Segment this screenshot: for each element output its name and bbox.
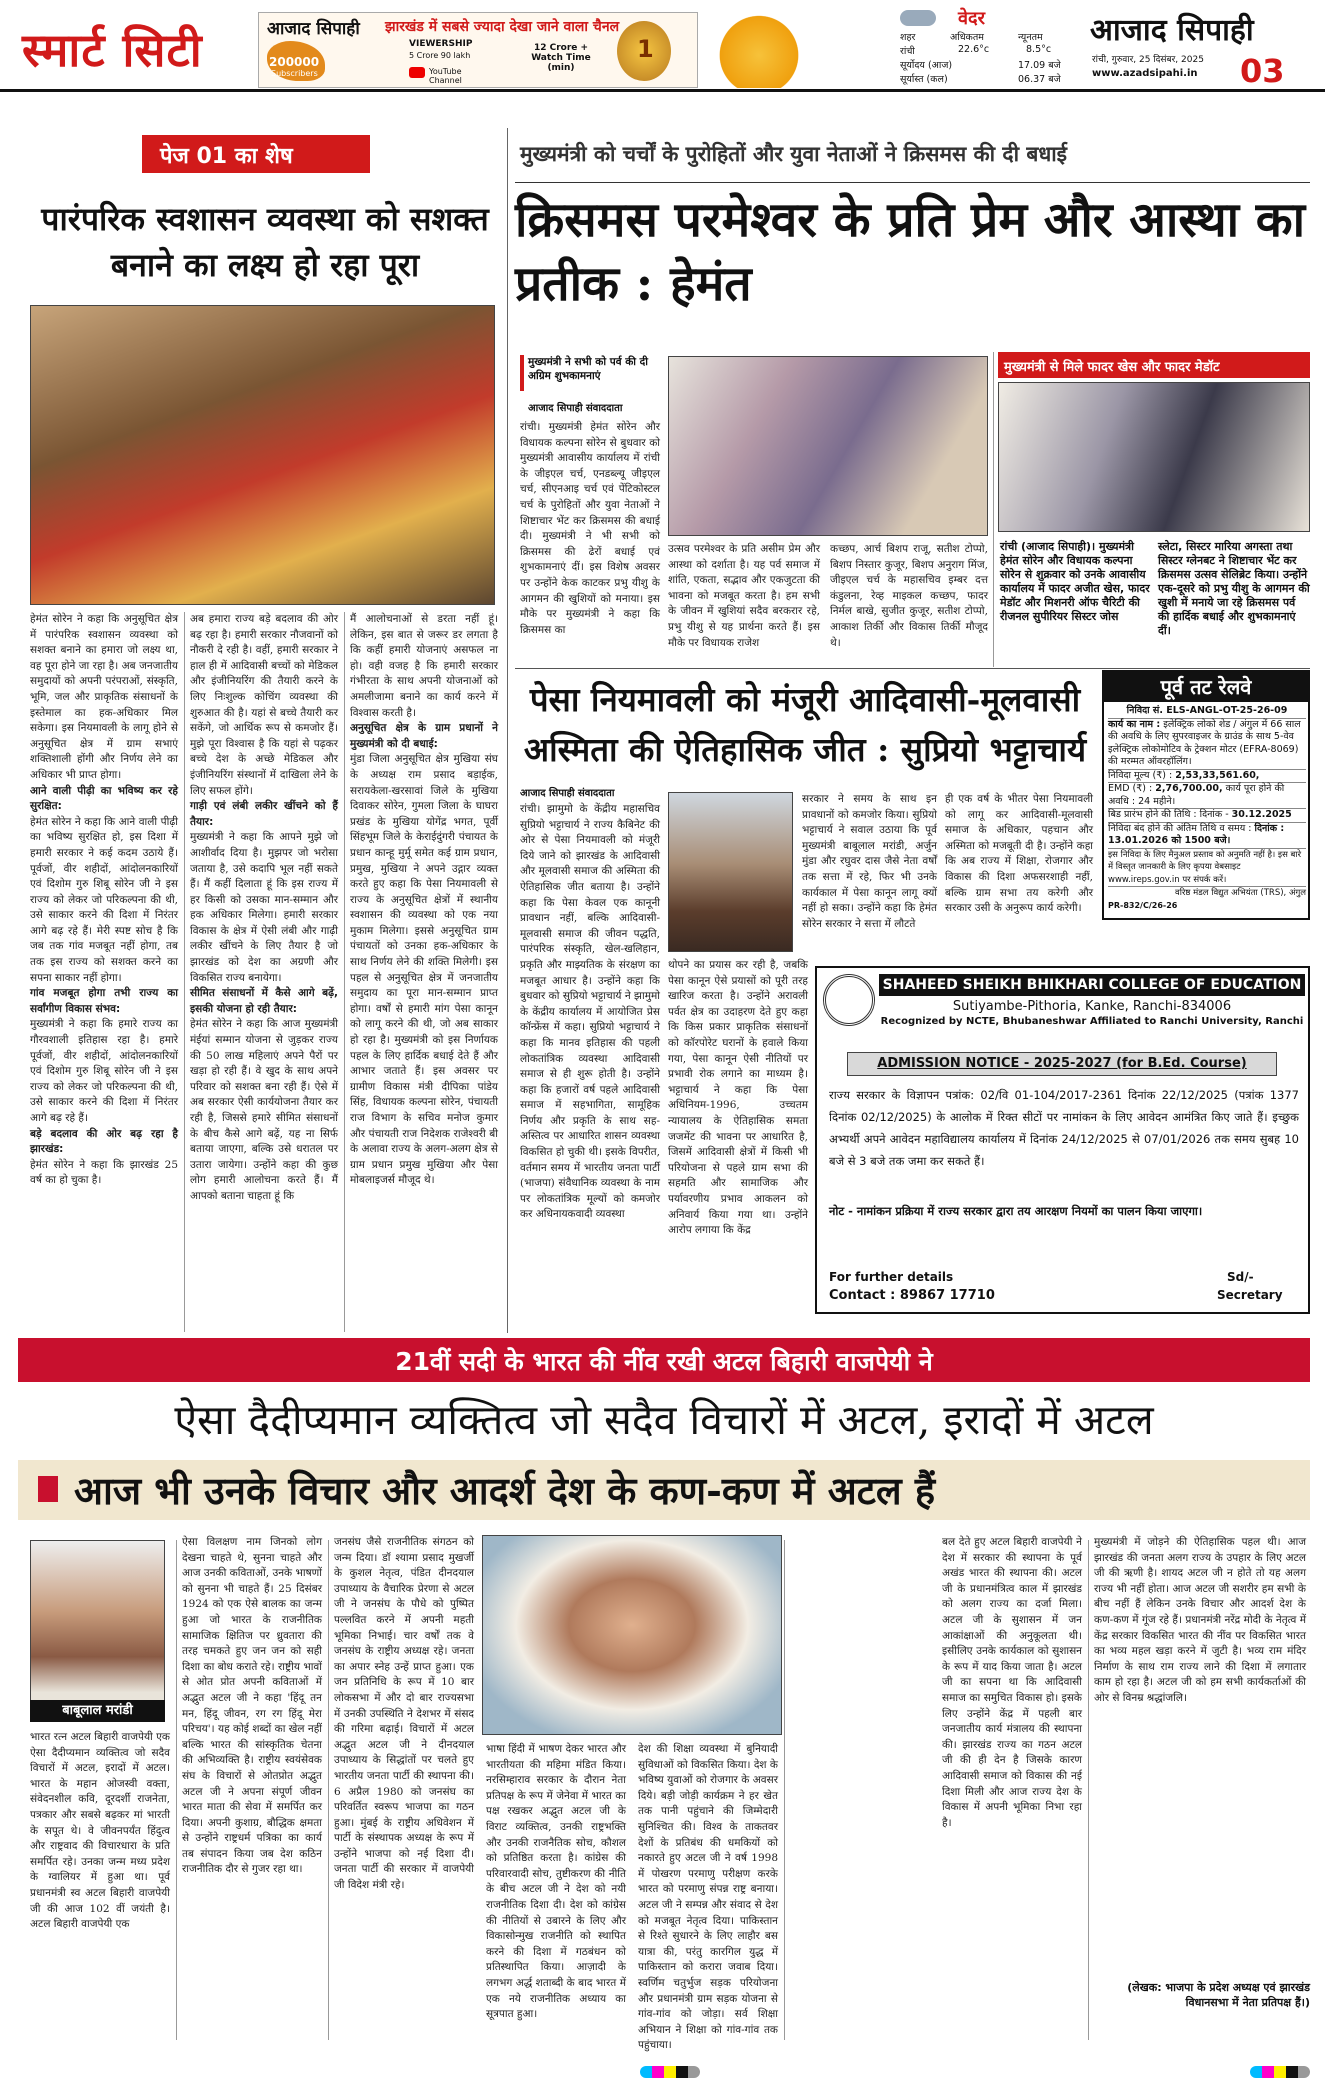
subscribers-label: Subscribers — [271, 69, 318, 78]
registration-marks-left — [640, 2066, 700, 2078]
left-col1-sub2: गांव मजबूत होगा तभी राज्य का सर्वांगीण विकास संभव: — [30, 987, 178, 1015]
left-col3-sub1: अनुसूचित क्षेत्र के ग्राम प्रधानों ने मुख्यमंत्री को दी बधाई: — [350, 722, 498, 750]
tender-value-label: निविदा मूल्य (₹) : — [1108, 769, 1173, 781]
tender-start-label: बिड प्रारंभ होने की तिथि : दिनांक - — [1108, 809, 1229, 820]
college-note: नोट - नामांकन प्रक्रिया में राज्य सरकार द्वारा तय आरक्षण नियमों का पालन किया जाएगा। — [829, 1204, 1203, 1218]
left-col3-a: मैं आलोचनाओं से डरता नहीं हूं। लेकिन, इस बात से जरूर डर लगता है कि कहीं हमारी योजनाएं असफल ना हो। वही वजह है कि हमारी सरकार गंभीरता के साथ अपनी योजनाओं को अमलीजामा बनाने का कार्य करने में विश्वास करती है। — [350, 613, 498, 719]
vajpayee-col-3: जनसंघ जैसे राजनीतिक संगठन को जन्म दिया। डॉ श्यामा प्रसाद मुखर्जी के कुशल नेतृत्व, पंडित दीनदयाल उपाध्याय के वैचारिक प्रेरणा से अटल जी ने जनसंघ के पौधे को पुष्पित पल्लवित करने में अपनी महती भूमिका निभाई। चार वर्षों तक वे जनसंघ के राष्ट्रीय अध्यक्ष रहे। जनता का अपार स्नेह उन्हें प्राप्त हुआ। एक जन प्रतिनिधि के रूप में 10 बार लोकसभा में और दो बार राज्यसभा में उनकी उपस्थिति ने देशभर में संसद की गरिमा बढ़ाई। विचारों में अटल अद्भुत अटल जी ने दीनदयाल उपाध्याय के सिद्धांतों पर चलते हुए भारतीय जनता पार्टी की स्थापना की। 6 अप्रैल 1980 को जनसंघ का परिवर्तित स्वरूप भाजपा का गठन हुआ। मुंबई के राष्ट्रीय अधिवेशन में पार्टी के संस्थापक अध्यक्ष के रूप में उन्होंने भाजपा को नई दिशा दी। जनता पार्टी की सरकार में वाजपेयी जी विदेश मंत्री रहे। — [334, 1536, 474, 1892]
christmas-side-label-bar — [520, 355, 524, 391]
website: www.azadsipahi.in — [1092, 68, 1198, 79]
vajpayee-headline-1: ऐसा दैदीप्यमान व्यक्तित्व जो सदैव विचारों में अटल, इरादों में अटल — [174, 1396, 1154, 1444]
vajpayee-author-note: (लेखक: भाजपा के प्रदेश अध्यक्ष एवं झारखंड विधानसभा में नेता प्रतिपक्ष हैं।) — [1127, 1981, 1310, 2009]
youtube-banner — [258, 12, 698, 88]
left-photo — [30, 305, 495, 605]
pen-logo-icon — [708, 6, 810, 88]
vajpayee-col-5: देश की शिक्षा व्यवस्था में बुनियादी सुविधाओं को विकसित किया। देश के भविष्य युवाओं को रोजगार के अवसर दिये। बड़ी जोड़ी कार्यक्रम ने हर खेत तक पानी पहुंचाने की जिम्मेदारी सुनिश्चित की। विश्व के ताकतवर देशों के प्रतिबंध की धमकियों को नकारते हुए अटल जी ने वर्ष 1998 में पोखरण परमाणु परीक्षण करके भारत को परमाणु संपन्न राष्ट्र बनाया। अटल जी ने सम्पन्न और संवाद से देश को मजबूत नेतृत्व दिया। पाकिस्तान से रिश्ते सुधारने के लिए लाहौर बस यात्रा की, परंतु कारगिल युद्ध में पाकिस्तान को करारा जवाब दिया। स्वर्णिम चतुर्भुज सड़क परियोजना और प्रधानमंत्री ग्राम सड़क योजना से गांव-गांव को जोड़ा। सर्व शिक्षा अभियान ने शिक्षा को गांव-गांव तक पहुंचाया। — [638, 1743, 778, 2052]
christmas-col-1: रांची। मुख्यमंत्री हेमंत सोरेन और विधायक कल्पना सोरेन से बुधवार को मुख्यमंत्री आवासीय कार्यालय में रांची के जीइएल चर्च, एनडब्ल्यू जीइएल चर्च, सीएनआइ चर्च एवं पेंटिकोस्टल चर्च के पुरोहितों और युवा नेताओं ने शिष्टाचार भेंट कर क्रिसमस की बधाई दी। मुख्यमंत्री ने भी सभी को क्रिसमस की ढेरों बधाई एवं शुभकामनाएं दीं। इस विशेष अवसर पर उन्होंने केक काटकर प्रभु यीशु के आगमन की खुशियों को मनाया। इस मौके पर मुख्यमंत्री ने कहा कि क्रिसमस का — [520, 421, 660, 636]
left-col2-b: मुख्यमंत्री ने कहा कि आपने मुझे जो आशीर्वाद दिया है। मुझपर जो भरोसा जताया है, उसे कदापि भूल नहीं सकते हैं। मैं कहीं दिलाता हूं कि इस राज्य में हर किसी को उसका मान-सम्मान और हक अधिकार मिलेगा। हमारी सरकार विकास के क्षेत्र में ऐसी लंबी और गाढ़ी लकीर खींचने के लिए तैयार है जो झारखंड को देश का अग्रणी और विकसित राज्य बनायेगा। — [190, 831, 338, 984]
weather-h1: शहर — [900, 32, 916, 43]
vajpayee-banner-text: 21वीं सदी के भारत की नींव रखी अटल बिहारी वाजपेयी ने — [395, 1347, 933, 1376]
youtube-icon — [409, 67, 425, 78]
weather-h3: न्यूनतम — [1018, 32, 1043, 43]
left-col1-b: हेमंत सोरेन ने कहा कि आने वाली पीढ़ी का भविष्य सुरक्षित हो, इस दिशा में हमारी सरकार ने कई कदम उठाये हैं। पूर्वजों, वीर शहीदों, आंदोलनकारियों एवं दिशोम गुरु शिबू सोरेन जी ने इस राज्य को लेकर जो परिकल्पना की थी, उसे साकार करने की दिशा में निरंतर आगे बढ़ रहे हैं। मेरी स्पष्ट सोच है कि जब तक गांव मजबूत नहीं होगा, तब तक इस राज्य को सशक्त करने का सपना साकार नहीं होगा। — [30, 815, 178, 984]
tender-emd: 2,76,700.00, — [1155, 783, 1223, 794]
viewership-value: 5 Crore 90 lakh — [409, 51, 471, 60]
pesa-col-2-top: सरकार ने समय के साथ इन प्रावधानों को कमजोर किया। सुप्रियो भट्टाचार्य ने सवाल उठाया कि पूर्व मुख्यमंत्री बाबूलाल मरांडी, अर्जुन मुंडा और रघुवर दास जैसे नेता वर्षों तक सत्ता में रहे, फिर भी उनके कार्यकाल में पेसा कानून लागू क्यों नहीं हो सका। उन्होंने कहा कि हेमंत सोरेन सरकार ने सत्ता में लौटते — [802, 793, 937, 930]
left-col2-a: अब हमारा राज्य बड़े बदलाव की ओर बढ़ रहा है। हमारी सरकार नौजवानों को नौकरी दे रही है। वहीं, हमारी सरकार ने हाल ही में आदिवासी बच्चों को मेडिकल और इंजीनियरिंग की तैयारी करने के लिए निःशुल्क कोचिंग व्यवस्था की शुरुआत की है। यहां से बच्चे तैयारी कर सकेंगे, जो आर्थिक रूप से कमजोर हैं। मुझे पूरा विश्वास है कि यहां से पढ़कर बच्चे देश के अच्छे मेडिकल और इंजीनियरिंग संस्थानों में दाखिला लेने के लिए सफल होंगे। — [190, 613, 338, 797]
christmas-col-2: उत्सव परमेश्वर के प्रति असीम प्रेम और आस्था को दर्शाता है। यह पर्व समाज में शांति, एकता, सद्भाव और एकजुटता की भावना को मजबूत करता है। हम सभी के जीवन में खुशियां सदैव बरकरार रहे, प्रभु यीशु से यह प्रार्थना करते हैं। इस मौके पर विधायक राजेश — [668, 543, 820, 649]
vajpayee-col-2: ऐसा विलक्षण नाम जिनको लोग देखना चाहते थे, सुनना चाहते और आज उनकी कविताओं, उनके भाषणों को सुनना भी चाहते हैं। 25 दिसंबर 1924 को एक ऐसे बालक का जन्म हुआ जो भारत के राजनीतिक सामाजिक क्षितिज पर ध्रुवतारा की तरह चमकते हुए जन जन को सही दिशा का बोध कराते रहे। राष्ट्रीय भावों से ओत प्रोत अपनी कविताओं में अद्भुत अटल जी ने कहा 'हिंदू तन मन, हिंदू जीवन, रग रग हिंदू मेरा परिचय'। यह कोई शब्दों का खेल नहीं बल्कि भारत की सांस्कृतिक चेतना की अभिव्यक्ति है। राष्ट्रीय स्वयंसेवक संघ के विचारों से ओतप्रोत अद्भुत अटल जी ने अपना संपूर्ण जीवन भारत माता की सेवा में समर्पित कर दिया। अपनी कुशाग्र, बौद्धिक क्षमता से उन्होंने राष्ट्रधर्म पत्रिका का कार्य तब संपादन किया जब देश कठिन राजनीतिक दौर से गुजर रहा था। — [182, 1536, 322, 1876]
weather-city: रांची — [900, 46, 915, 57]
pesa-photo — [668, 792, 793, 952]
left-col1-d: हेमंत सोरेन ने कहा कि झारखंड 25 वर्ष का हो चुका है। — [30, 1158, 178, 1187]
tender-work-label: कार्य का नाम : — [1108, 718, 1161, 730]
tender-notice-no: निविदा सं. ELS-ANGL-OT-25-26-09 — [1108, 705, 1306, 719]
left-col2-c: हेमंत सोरेन ने कहा कि आज मुख्यमंत्री मंईयां सम्मान योजना से जुड़कर राज्य की 50 लाख महिलाएं अपने पैरों पर खड़ा हो रही हैं। वे खुद के साथ अपने परिवार को सशक्त बना रही हैं। ऐसे में अब सरकार ऐसी कार्ययोजना तैयार कर रही है, जिससे हमारे सीमित संसाधनों के बीच कैसे आगे बढ़ें, यह ना सिर्फ बताया जाएगा, बल्कि उसे धरातल पर उतारा जायेगा। उन्होंने कहा की कुछ लोग हमारी आलोचना करते हैं। मैं आपको बताना चाहता हूं कि — [190, 1018, 338, 1202]
pesa-col-2-bottom: थोपने का प्रयास कर रही है, जबकि पेसा कानून ऐसे प्रयासों को पूरी तरह खारिज करता है। उन्होंने अरावली पर्वत क्षेत्र का उदाहरण देते हुए कहा कि किस प्रकार प्राकृतिक संसाधनों को कॉरपोरेट घरानों के हवाले किया गया, पेसा कानून ऐसी नीतियों पर प्रभावी रोक लगाने का माध्यम है। भट्टाचार्य ने कहा कि पेसा अधिनियम-1996, उच्चतम न्यायालय के ऐतिहासिक समता जजमेंट की भावना पर आधारित है, जिसमें आदिवासी क्षेत्रों में किसी भी परियोजना से पहले ग्राम सभा की सहमति और सामाजिक और पर्यावरणीय प्रभाव आकलन को अनिवार्य किया गया था। उन्होंने आरोप लगाया कि केंद्र — [668, 959, 808, 1237]
vajpayee-col-6: बल देते हुए अटल बिहारी वाजपेयी ने देश में सरकार की स्थापना के पूर्व अखंड भारत की स्थापना की। अटल जी के प्रधानमंत्रित्व काल में झारखंड को अलग राज्य का दर्जा मिला। अटल जी के सुशासन में जन आकांक्षाओं की अनुकूलता थी। इसीलिए उनके कार्यकाल को सुशासन के रूप में याद किया जाता है। अटल जी का सपना था कि आदिवासी समाज का समुचित विकास हो। इसके लिए उन्होंने केंद्र में पहली बार जनजातीय कार्य मंत्रालय की स्थापना की। झारखंड राज्य का गठन अटल जी की ही देन है जिसके कारण आदिवासी समाज को विकास की नई दिशा मिली और आज राज्य देश के विकास में अपनी भूमिका निभा रहा है। — [942, 1536, 1082, 1829]
college-address: Sutiyambe-Pithoria, Kanke, Ranchi-834006 — [952, 999, 1232, 1014]
right-label: मुख्यमंत्री से मिले फादर खेस और फादर मेडॉट — [1004, 360, 1220, 375]
banner-tagline: झारखंड में सबसे ज्यादा देखा जाने वाला चैनल — [385, 19, 620, 35]
left-col1-a: हेमंत सोरेन ने कहा कि अनुसूचित क्षेत्र में पारंपरिक स्वशासन व्यवस्था को सशक्त बनाने का हमारा जो लक्ष्य था, वह पूरा होने जा रहा है। अब जनजातीय समुदायों को अपनी परंपराओं, संस्कृति, भूमि, जल और प्राकृतिक संसाधनों के इस्तेमाल का हक-अधिकार मिल सकेगा। इस नियमावली के लागू होने से अनुसूचित क्षेत्र में ग्राम सभाएं शक्तिशाली होंगी और निर्णय लेने का अधिकार भी प्राप्त होगा। — [30, 613, 178, 781]
left-col-1 — [30, 612, 178, 1189]
viewership-label: VIEWERSHIP — [409, 39, 473, 49]
pesa-col-1: रांची। झामुमो के केंद्रीय महासचिव सुप्रियो भट्टाचार्य ने राज्य कैबिनेट की ओर से पेसा नियमावली को मंजूरी दिये जाने को झारखंड के आदिवासी और मूलवासी समाज की अस्मिता की ऐतिहासिक जीत बताया है। उन्होंने कहा कि पेसा केवल एक कानूनी प्रावधान नहीं, बल्कि आदिवासी-मूलवासी समाज की जीवन पद्धति, पारंपरिक संस्कृति, खेल-खलिहान, प्रकृति और माझ्यतिक के संरक्षण का मजबूत आधार है। उन्होंने कहा कि बुधवार को सुप्रियो भट्टाचार्य ने झामुमो के केंद्रीय कार्यालय में आयोजित प्रेस कॉन्फ्रेंस में कहा। सुप्रियो भट्टाचार्य ने कहा कि मानव इतिहास की पहली लोकतांत्रिक व्यवस्था आदिवासी समाज से ही शुरू होती है। उन्होंने कहा कि हजारों वर्ष पहले आदिवासी समाज में सहभागिता, सामूहिक निर्णय और प्रकृति के साथ सह-अस्तित्व पर आधारित शासन व्यवस्था विकसित हो चुकी थी। इसके विपरीत, वर्तमान समय में भारतीय जनता पार्टी (भाजपा) संवैधानिक व्यवस्था के नाम पर लोकतांत्रिक मूल्यों को कमजोर कर अधिनायकवादी व्यवस्था — [520, 803, 660, 1221]
college-contact: Contact : 89867 17710 — [829, 1288, 995, 1303]
registration-marks-right — [1250, 2066, 1310, 2078]
pesa-byline: आजाद सिपाही संवाददाता — [520, 788, 615, 799]
sunrise-time: 06.37 बजे — [1018, 74, 1061, 85]
right-caption-2: स्लेटा, सिस्टर मारिया अगस्ता तथा सिस्टर ग्लेनबट ने शिष्टाचार भेंट कर क्रिसमस उत्सव सेलिब्रेट किया। उन्होंने एक-दूसरे को प्रभु यीशु के आगमन की खुशी में मनाये जा रहे क्रिसमस पर्व की हार्दिक बधाई और शुभकामनाएं दीं। — [1158, 540, 1310, 637]
christmas-byline: आजाद सिपाही संवाददाता — [528, 403, 623, 414]
pesa-headline: पेसा नियमावली को मंजूरी आदिवासी-मूलवासी अस्मिता की ऐतिहासिक जीत : सुप्रियो भट्टाचार्य — [523, 680, 1087, 769]
tender-start-date: 30.12.2025 — [1231, 809, 1292, 820]
college-notice-title: ADMISSION NOTICE - 2025-2027 (for B.Ed. Course) — [847, 1052, 1277, 1076]
cloud-icon — [900, 10, 936, 26]
college-recognition: Recognized by NCTE, Bhubaneshwar Affiliated to Ranchi University, Ranchi — [880, 1016, 1304, 1027]
weather-h2: अधिकतम — [950, 32, 984, 43]
masthead — [0, 0, 1325, 92]
bullet-square-icon — [38, 1476, 58, 1502]
dateline: रांची, गुरुवार, 25 दिसंबर, 2025 — [1092, 55, 1204, 65]
sunrise-label: सूर्योदय (आज) — [900, 60, 953, 71]
tender-work-desc: इलेक्ट्रिक लोको शेड / अंगुल में 66 साल की अवधि के लिए सुपरवाइजर के ग्राउंड के साथ 5-वेव इलेक्ट्रिक लोकोमोटिव के ट्रेक्शन मोटर (EFRA-8069) की मरम्मत ऑवरहॉलिंग। — [1108, 718, 1301, 767]
youtube-label: YouTube Channel — [429, 67, 462, 85]
college-logo-icon — [823, 974, 875, 1026]
tender-signatory: वरिष्ठ मंडल विद्युत अभियंता (TRS), अंगुल — [1175, 888, 1306, 898]
christmas-headline: क्रिसमस परमेश्वर के प्रति प्रेम और आस्था का प्रतीक : हेमंत — [515, 192, 1306, 312]
page-number: 03 — [1240, 52, 1285, 90]
vajpayee-photo — [482, 1535, 782, 1735]
christmas-photo-group — [668, 356, 988, 536]
tender-close-date: दिनांक : 13.01.2026 को 1500 बजे। — [1108, 822, 1285, 846]
college-body: राज्य सरकार के विज्ञापन पत्रांक: 02/वि 01-104/2017-2361 दिनांक 22/12/2025 (पत्रांक 1377 दिनांक 02/12/2025) के आलोक में रिक्त सीटों पर नामांकन के लिए आवेदन आमंत्रित किए जाते हैं। इच्छुक अभ्यर्थी अपने आवेदन महाविद्यालय कार्यालय में दिनांक 24/12/2025 से 07/01/2026 तक समय सुबह 10 बजे से 3 बजे तक जमा कर सकते हैं। — [829, 1088, 1299, 1168]
christmas-col-3: कच्छप, आर्च बिशप राजू, सतीश टोप्पो, बिशप निस्तार कुजूर, बिशप अनुराग मिंज, जीइएल चर्च के महासचिव इम्बर दत्त कंडुलना, रेव्ह माइकल कच्छप, फादर निर्मल बाखे, सुजीत कुजूर, सतीश टोप्पो, आकाश तिर्की और विकास तिर्की मौजूद थे। — [830, 543, 988, 649]
banner-paper-name: आजाद सिपाही — [267, 19, 360, 39]
vajpayee-col-7: मुख्यमंत्री में जोड़ने की ऐतिहासिक पहल थी। आज झारखंड की जनता अलग राज्य के उपहार के लिए अटल जी की ऋणी है। शायद अटल जी न होते तो यह अलग राज्य भी नहीं होता। आज अटल जी सशरीर हम सभी के बीच नहीं हैं लेकिन उनके विचार और आदर्श देश के कण-कण में गूंज रहे हैं। प्रधानमंत्री नरेंद्र मोदी के नेतृत्व में केंद्र सरकार विकसित भारत की नींव पर विकसित भारत का भव्य महल खड़ा करने में जुटी है। भव्य राम मंदिर निर्माण के साथ राम राज्य लाने की दिशा में लगातार काम हो रहा है। अटल जी को हम सभी कार्यकर्ताओं की ओर से विनम्र श्रद्धांजलि। — [1094, 1536, 1306, 1704]
tender-emd-label: EMD (₹) : — [1108, 783, 1153, 794]
left-kicker: पेज 01 का शेष — [160, 144, 293, 169]
vajpayee-col-1: भारत रत्न अटल बिहारी वाजपेयी एक ऐसा दैदीप्यमान व्यक्तित्व जो सदैव विचारों में अटल, इरादों में अटल। भारत के महान ओजस्वी वक्ता, संवेदनशील कवि, दूरदर्शी राजनेता, पत्रकार और सबसे बढ़कर मां भारती के सपूत थे। वे जीवनपर्यंत हिंदुत्व और राष्ट्रवाद की विचारधारा के प्रति समर्पित रहे। उनका जन्म मध्य प्रदेश के ग्वालियर में हुआ था। पूर्व प्रधानमंत्री स्व अटल बिहारी वाजपेयी जी की आज 102 वीं जयंती है। अटल बिहारी वाजपेयी एक — [30, 1731, 170, 1931]
right-caption-1: रांची (आजाद सिपाही)। मुख्यमंत्री हेमंत सोरेन और विधायक कल्पना सोरेन से शुक्रवार को उनके आवासीय कार्यालय में फादर अजीत खेस, फादर मेडॉट और मिशनरी ऑफ चैरिटी की रीजनल सुपीरियर सिस्टर जोस — [1000, 540, 1150, 623]
left-col2-sub1: गाड़ी एवं लंबी लकीर खींचने को हैं तैयार: — [190, 800, 338, 828]
pesa-col-3-top: ही एक वर्ष के भीतर पेसा नियमावली को लागू कर आदिवासी-मूलवासी समाज के अधिकार, पहचान और अस्मिता को मजबूती दी है। उन्होंने कहा कि अब राज्य में शिक्षा, रोजगार और विकास की दिशा अफसरशाही नहीं, बल्कि ग्राम सभा तय करेगी और सरकार उसी के अनुरूप कार्य करेगी। — [945, 793, 1093, 915]
watch-time: 12 Crore + Watch Time (min) — [531, 43, 591, 73]
tender-note: इस निविदा के लिए मैनुअल प्रस्ताव को अनुमति नहीं है। इस बारे में विस्तृत जानकारी के लिए कृपया वेबसाइट www.ireps.gov.in पर संपर्क करें। — [1108, 849, 1306, 888]
tender-completion: कार्य पूरा होने की अवधि : 24 महीने। — [1108, 783, 1285, 807]
author-caption: बाबूलाल मरांडी — [30, 1700, 165, 1722]
weather-min: 8.5°c — [1026, 44, 1052, 55]
author-photo — [30, 1540, 165, 1720]
weather-max: 22.6°c — [958, 44, 990, 55]
college-further: For further details — [829, 1270, 954, 1284]
weather-title: वेदर — [958, 8, 985, 29]
sunset-label: सूर्यास्त (कल) — [900, 74, 948, 85]
tender-close-label: निविदा बंद होने की अंतिम तिथि व समय : — [1108, 822, 1252, 834]
subscribers-count: 200000 — [269, 55, 320, 69]
college-name: SHAHEED SHEIKH BHIKHARI COLLEGE OF EDUCATION — [879, 974, 1305, 996]
left-col3-b: मुंडा जिला अनुसूचित क्षेत्र मुखिया संघ के अध्यक्ष राम प्रसाद बड़ाईक, सरायकेला-खरसावां जिले के मुखिया दिवाकर सोरेन, गुमला जिला के घाघरा प्रखंड के मुखिया योगेंद्र भगत, पूर्वी सिंहभूम जिले के केराईदुंगरी पंचायत के प्रधान कान्हू मुर्मू समेत कई ग्राम प्रधान, प्रमुख, मुखिया ने अपने उद्गार व्यक्त करते हुए कहा कि पेसा नियमावली से राज्य के अनुसूचित क्षेत्रों में स्थानीय स्वशासन की व्यवस्था को एक नया मुकाम मिलेगा। इससे अनुसूचित ग्राम पंचायतों को उनका हक-अधिकार के साथ निर्णय लेने की शक्ति मिलेगी। इस पहल से अनुसूचित क्षेत्र में जनजातीय समुदाय का पूरा मान-सम्मान प्राप्त होगा। वर्षों से हमारी मांग पेसा कानून को लागू करने की थी, जो अब साकार हो रहा है। मुख्यमंत्री को इस निर्णायक पहल के लिए हार्दिक बधाई देते हैं और आभार जताते हैं। इस अवसर पर ग्रामीण विकास मंत्री दीपिका पांडेय सिंह, विधायक कल्पना सोरेन, पंचायती राज विभाग के सचिव मनोज कुमार और पंचायती राज निदेशक राजेश्वरी बी के अलावा राज्य के अलग-अलग क्षेत्र से ग्राम प्रधान प्रमुख मुखिया और पेसा मोबलाइजर्स मौजूद थे। — [350, 753, 498, 1187]
section-title: स्मार्ट सिटी — [22, 23, 203, 77]
tender-title: पूर्व तट रेलवे — [1104, 672, 1308, 702]
christmas-kicker: मुख्यमंत्री को चर्चों के पुरोहितों और युवा नेताओं ने क्रिसमस की दी बधाई — [520, 141, 1067, 166]
college-sd: Sd/- — [1227, 1270, 1254, 1284]
tender-value: 2,53,33,561.60, — [1175, 769, 1260, 781]
badge-number: 1 — [637, 35, 654, 63]
left-col-2 — [190, 612, 338, 1205]
left-col1-c: मुख्यमंत्री ने कहा कि हमारे राज्य का गौरवशाली इतिहास रहा है। हमारे पूर्वजों, वीर शहीदों, आंदोलनकारियों एवं दिशोम गुरु शिबू सोरेन जी ने इस राज्य को लेकर जो परिकल्पना की थी, उसे साकार करने की दिशा में निरंतर आगे बढ़ रहे हैं। — [30, 1018, 178, 1124]
paper-name: आजाद सिपाही — [1090, 13, 1254, 48]
left-headline: पारंपरिक स्वशासन व्यवस्था को सशक्त बनाने का लक्ष्य हो रहा पूरा — [41, 200, 489, 284]
christmas-side-label: मुख्यमंत्री ने सभी को पर्व की दी अग्रिम शुभकामनाएं — [528, 356, 648, 382]
tender-ad — [1102, 670, 1310, 920]
left-col2-sub2: सीमित संसाधनों में कैसे आगे बढ़ें, इसकी योजना हो रही तैयार: — [190, 987, 338, 1015]
tender-ref: PR-832/C/26-26 — [1108, 900, 1178, 910]
college-secretary: Secretary — [1217, 1288, 1283, 1302]
moon-time: 17.09 बजे — [1018, 60, 1061, 71]
vajpayee-headline-2: आज भी उनके विचार और आदर्श देश के कण-कण में अटल हैं — [74, 1468, 936, 1513]
college-ad — [815, 966, 1310, 1314]
weather-box — [900, 8, 1085, 88]
left-col1-sub1: आने वाली पीढ़ी का भविष्य कर रहे सुरक्षित: — [30, 784, 178, 813]
vajpayee-col-4: भाषा हिंदी में भाषण देकर भारत और भारतीयता की महिमा मंडित किया। नरसिम्हाराव सरकार के दौरान नेता प्रतिपक्ष के रूप में जेनेवा में भारत का पक्ष रखकर अद्भुत अटल जी के विराट व्यक्तित्व, उनकी राष्ट्रभक्ति और उनकी राजनैतिक सोच, कौशल को प्रतिष्ठित करता है। कांग्रेस की परिवारवादी सोच, तुष्टीकरण की नीति के बीच अटल जी ने देश को नयी राजनीतिक दिशा दी। देश को कांग्रेस की नीतियों से उबारने के लिए और विकासोन्मुख राजनीति को स्थापित करने की दिशा में गठबंधन को प्रतिस्थापित किया। आज़ादी के लगभग अर्द्ध शताब्दी के बाद भारत में एक नये राजनीतिक अध्याय का सूत्रपात हुआ। — [486, 1743, 626, 2021]
left-col1-sub3: बड़े बदलाव की ओर बढ़ रहा है झारखंड: — [30, 1127, 178, 1156]
christmas-photo-fathers — [998, 382, 1310, 532]
left-col-3 — [350, 612, 498, 1189]
